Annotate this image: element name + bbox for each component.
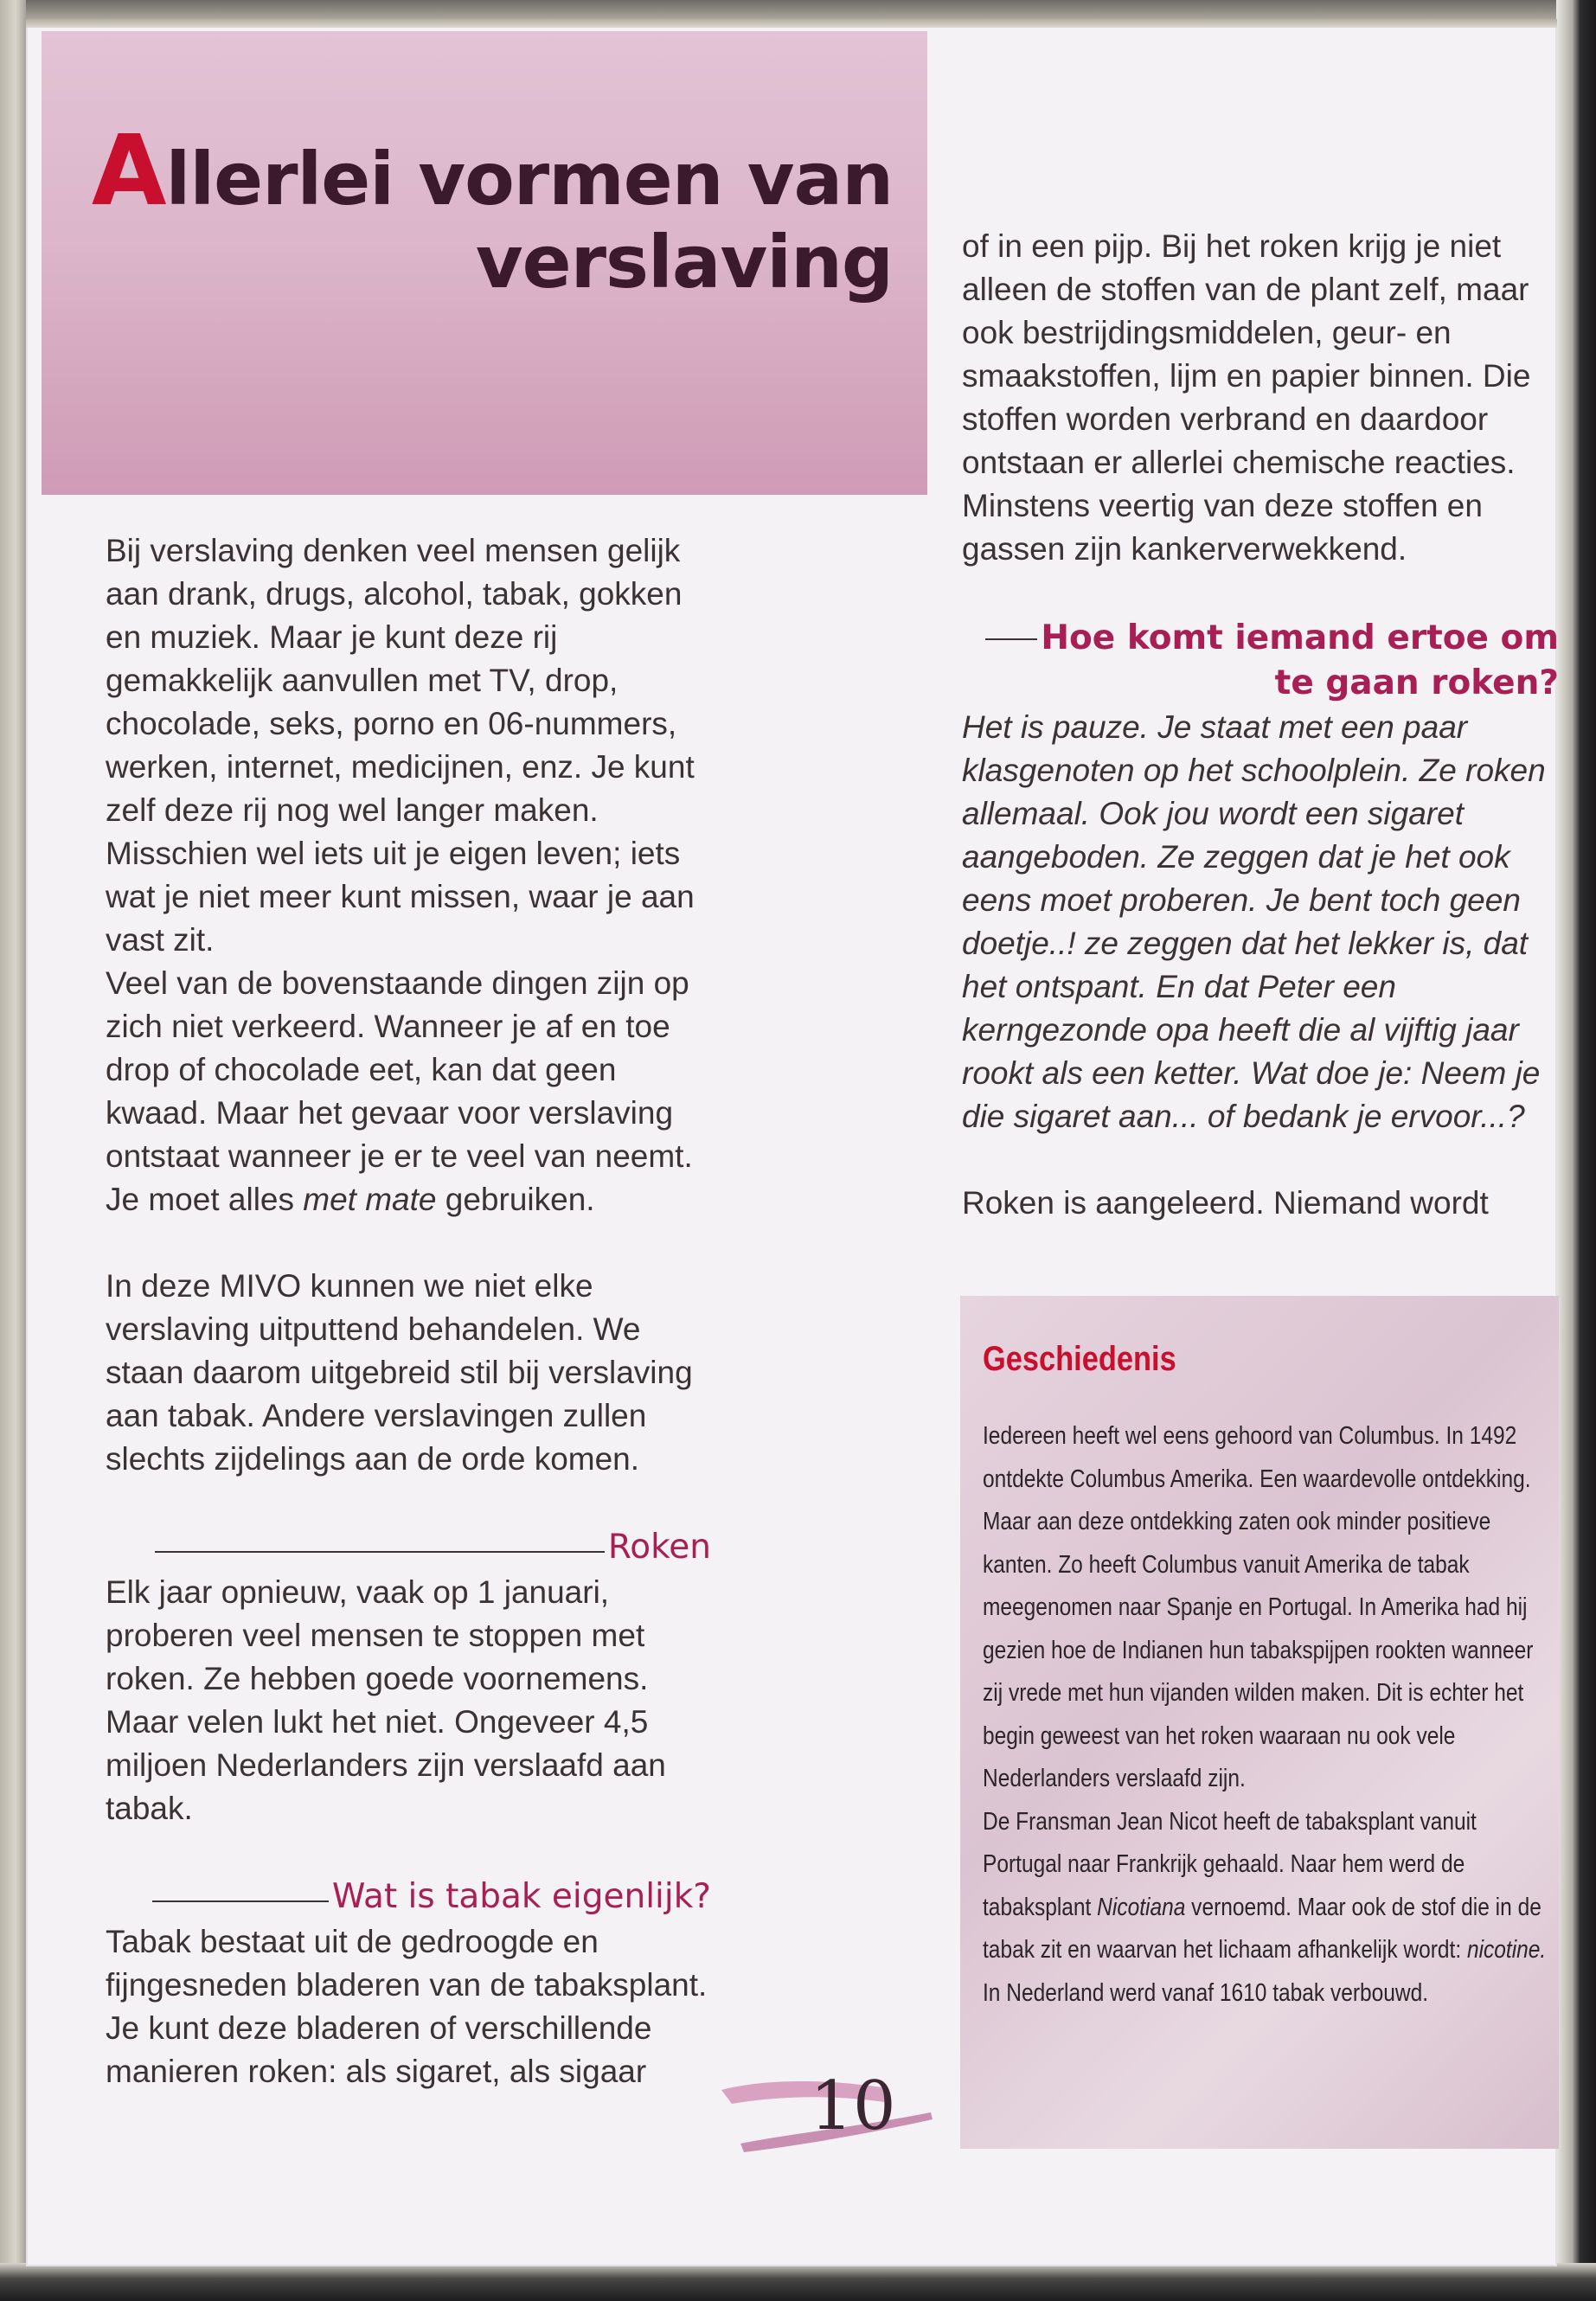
nederland-paragraph: In Nederland werd vanaf 1610 tabak verbouwd. bbox=[983, 1978, 1429, 2007]
section-heading-hoe-komt: Hoe komt iemand ertoe om te gaan roken? bbox=[962, 616, 1559, 706]
intro-paragraph: Bij verslaving denken veel mensen gelijk aan drank, drugs, alcohol, tabak, gokken en muziek. Maar je kunt deze rij gemakkelijk aanvullen met TV, drop, chocolade, seks, porno en 06-nummers, werken, internet, medicijnen, enz. Je kunt zelf deze rij nog wel langer maken. Misschien wel iets uit je eigen leven; iets wat je niet meer kunt missen, waar je aan vast zit. bbox=[106, 533, 695, 958]
scenario-paragraph: Het is pauze. Je staat met een paar klasgenoten op het schoolplein. Ze roken allemaal. Ook jou wordt een sigaret aangeboden. Ze zeggen dat je het ook eens moet proberen. Je bent toch geen doetje..! ze zeggen dat het lekker is, dat het ontspant. En dat Peter een kerngezonde opa heeft die al vijftig jaar rookt als een ketter. Wat doe je: Neem je die sigaret aan... of bedank je ervoor...? bbox=[962, 709, 1546, 1134]
page-top-edge bbox=[26, 19, 1557, 28]
geschiedenis-title: Geschiedenis bbox=[983, 1340, 1176, 1378]
book-edge-right bbox=[1556, 0, 1596, 2301]
tabak-continued-paragraph: of in een pijp. Bij het roken krijg je niet alleen de stoffen van de plant zelf, maar ook bestrijdingsmiddelen, geur- en smaakstoffen, lijm en papier binnen. Die stoffen worden verbrand en daardoor ontstaan er allerlei chemische reacties. Minstens veertig van deze stoffen en gassen zijn kankerverwekkend. bbox=[962, 228, 1531, 567]
right-column bbox=[962, 225, 1559, 1225]
mivo-paragraph: In deze MIVO kunnen we niet elke verslaving uitputtend behandelen. We staan daarom uitgebreid stil bij verslaving aan tabak. Andere verslavingen zullen slechts zijdelings aan de orde komen. bbox=[106, 1268, 693, 1477]
title-line-2: verslaving bbox=[475, 220, 893, 304]
geschiedenis-text bbox=[983, 1415, 1548, 2015]
emphasis-met-mate: met mate bbox=[303, 1182, 437, 1217]
left-column bbox=[106, 529, 711, 2093]
title-initial: A bbox=[91, 115, 166, 228]
tabak-paragraph: Tabak bestaat uit de gedroogde en fijngesneden bladeren van de tabaksplant. Je kunt deze bladeren of verschillende manieren roken: als sigaret, als sigaar bbox=[106, 1924, 708, 2089]
title-banner bbox=[42, 31, 927, 495]
roken-paragraph: Elk jaar opnieuw, vaak op 1 januari, proberen veel mensen te stoppen met roken. Ze hebben goede voornemens. Maar velen lukt het niet. Ongeveer 4,5 miljoen Nederlanders zijn verslaafd aan tabak. bbox=[106, 1574, 666, 1826]
title-line-1: llerlei vormen van bbox=[165, 137, 893, 221]
geschiedenis-box bbox=[960, 1296, 1559, 2149]
book-spine-left bbox=[0, 0, 26, 2301]
columbus-paragraph: Iedereen heeft wel eens gehoord van Columbus. In 1492 ontdekte Columbus Amerika. Een waardevolle ontdekking. Maar aan deze ontdekking zaten ook minder positieve kanten. Zo heeft Columbus vanuit Amerika de tabak meegenomen naar Spanje en Portugal. In Amerika had hij gezien hoe de Indianen hun tabakspijpen rookten wanneer zij vrede met hun vijanden wilden maken. Dit is echter het begin geweest van het roken waaraan nu ook vele Nederlanders verslaafd zijn. bbox=[983, 1422, 1534, 1792]
page-title bbox=[45, 115, 893, 304]
scan-bottom-edge bbox=[0, 2263, 1596, 2301]
page-number: 10 bbox=[715, 2050, 939, 2171]
aangeleerd-line: Roken is aangeleerd. Niemand wordt bbox=[962, 1185, 1489, 1221]
moderation-paragraph: Veel van de bovenstaande dingen zijn op zich niet verkeerd. Wanneer je af en toe drop of chocolade eet, kan dat geen kwaad. Maar het gevaar voor verslaving ontstaat wanneer je er te veel van neemt. Je moet alles met mate gebruiken. bbox=[106, 965, 693, 1217]
magazine-page bbox=[26, 19, 1557, 2266]
scan-binding-top bbox=[0, 0, 1596, 19]
section-heading-tabak: Wat is tabak eigenlijk? bbox=[106, 1874, 711, 1920]
section-heading-roken: Roken bbox=[106, 1524, 711, 1571]
nicot-paragraph: De Fransman Jean Nicot heeft de tabaksplant vanuit Portugal naar Frankrijk gehaald. Naar hem werd de tabaksplant Nicotiana vernoemd. Maar ook de stof die in de tabak zit en waarvan het lichaam afhankelijk wordt: nicotine. bbox=[983, 1807, 1547, 1964]
